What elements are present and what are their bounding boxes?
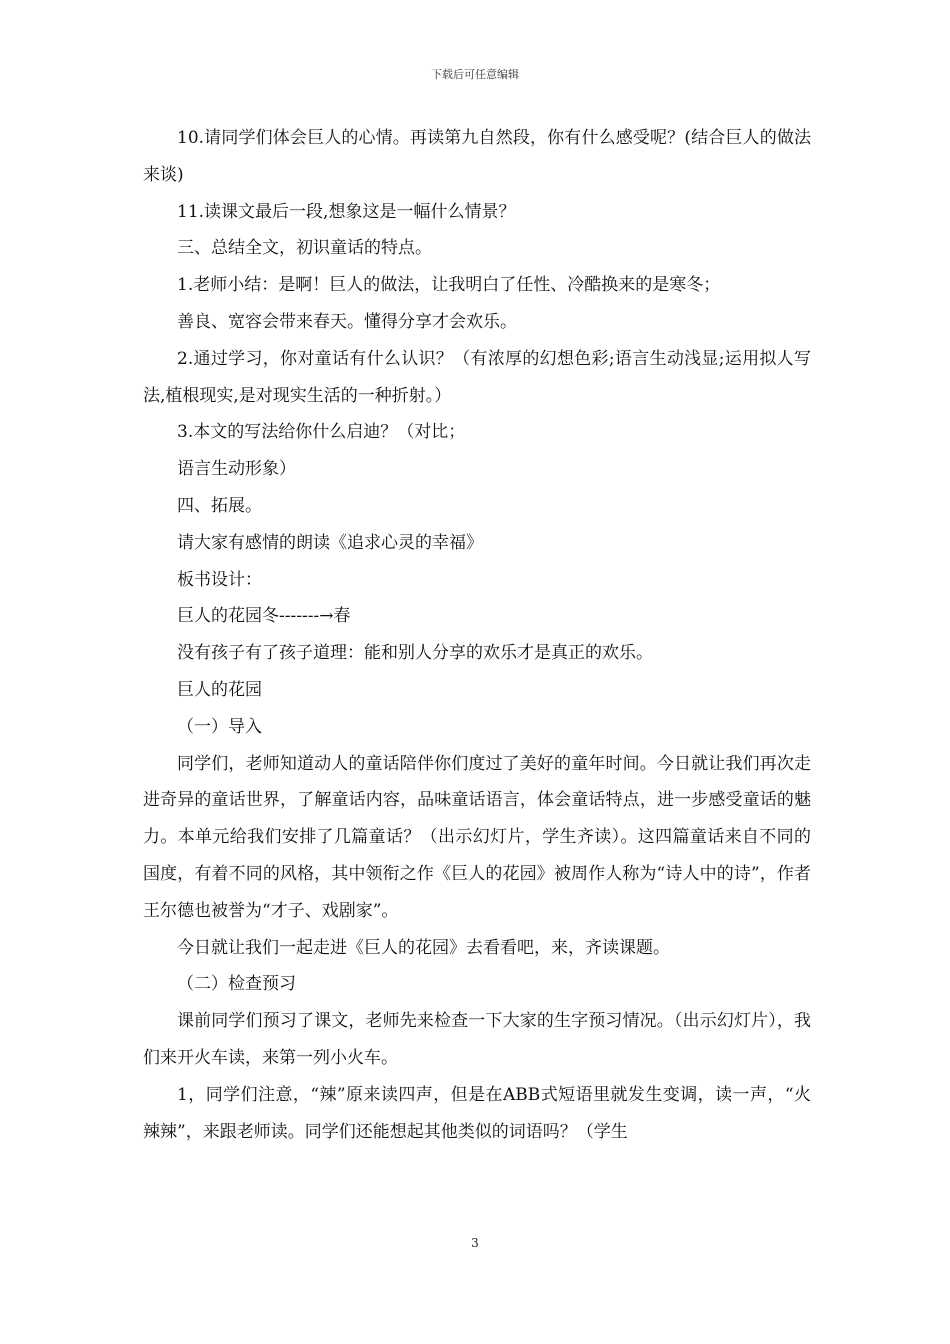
paragraph: 2.通过学习，你对童话有什么认识？（有浓厚的幻想色彩;语言生动浅显;运用拟人写法,植根现实,是对现实生活的一种折射。） <box>143 348 811 406</box>
subsection-heading: （一）导入 <box>177 716 262 737</box>
section-heading: 四、拓展。 <box>177 495 262 516</box>
paragraph: 板书设计： <box>177 569 262 590</box>
paragraph: 善良、宽容会带来春天。懂得分享才会欢乐。 <box>177 311 517 332</box>
page-header: 下载后可任意编辑 <box>431 68 519 81</box>
paragraph: 10.请同学们体会巨人的心情。再读第九自然段，你有什么感受呢？(结合巨人的做法来谈) <box>143 128 811 185</box>
section-heading: 三、总结全文，初识童话的特点。 <box>177 238 432 259</box>
paragraph: 没有孩子有了孩子道理：能和别人分享的欢乐才是真正的欢乐。 <box>177 643 653 664</box>
paragraph: 课前同学们预习了课文，老师先来检查一下大家的生字预习情况。（出示幻灯片），我们来开火车读，来第一列小火车。 <box>143 1011 811 1068</box>
paragraph: 请大家有感情的朗读《追求心灵的幸福》 <box>177 532 483 553</box>
page-number: 3 <box>471 1236 479 1250</box>
section-heading: 巨人的花园 <box>177 679 262 700</box>
subsection-heading: （二）检查预习 <box>177 974 296 995</box>
paragraph: 同学们，老师知道动人的童话陪伴你们度过了美好的童年时间。今日就让我们再次走进奇异的童话世界，了解童话内容，品味童话语言，体会童话特点，进一步感受童话的魅力。本单元给我们安排了几篇童话？（出示幻灯片，学生齐读）。这四篇童话来自不同的国度，有着不同的风格，其中领衔之作《巨人的花园》被周作人称为“诗人中的诗”，作者王尔德也被誉为“才子、戏剧家”。 <box>143 753 811 921</box>
document-body <box>143 120 811 1150</box>
paragraph: 1.老师小结：是啊！巨人的做法，让我明白了任性、冷酷换来的是寒冬； <box>177 275 721 296</box>
paragraph: 巨人的花园冬-------→春 <box>177 606 351 627</box>
paragraph: 语言生动形象） <box>177 459 296 480</box>
paragraph: 11.读课文最后一段,想象这是一幅什么情景？ <box>177 201 516 222</box>
paragraph: 1，同学们注意，“辣”原来读四声，但是在ABB式短语里就发生变调，读一声，“火辣辣”，来跟老师读。同学们还能想起其他类似的词语吗？（学生 <box>143 1084 811 1142</box>
paragraph: 今日就让我们一起走进《巨人的花园》去看看吧，来，齐读课题。 <box>177 937 670 958</box>
paragraph: 3.本文的写法给你什么启迪？（对比； <box>177 422 466 443</box>
